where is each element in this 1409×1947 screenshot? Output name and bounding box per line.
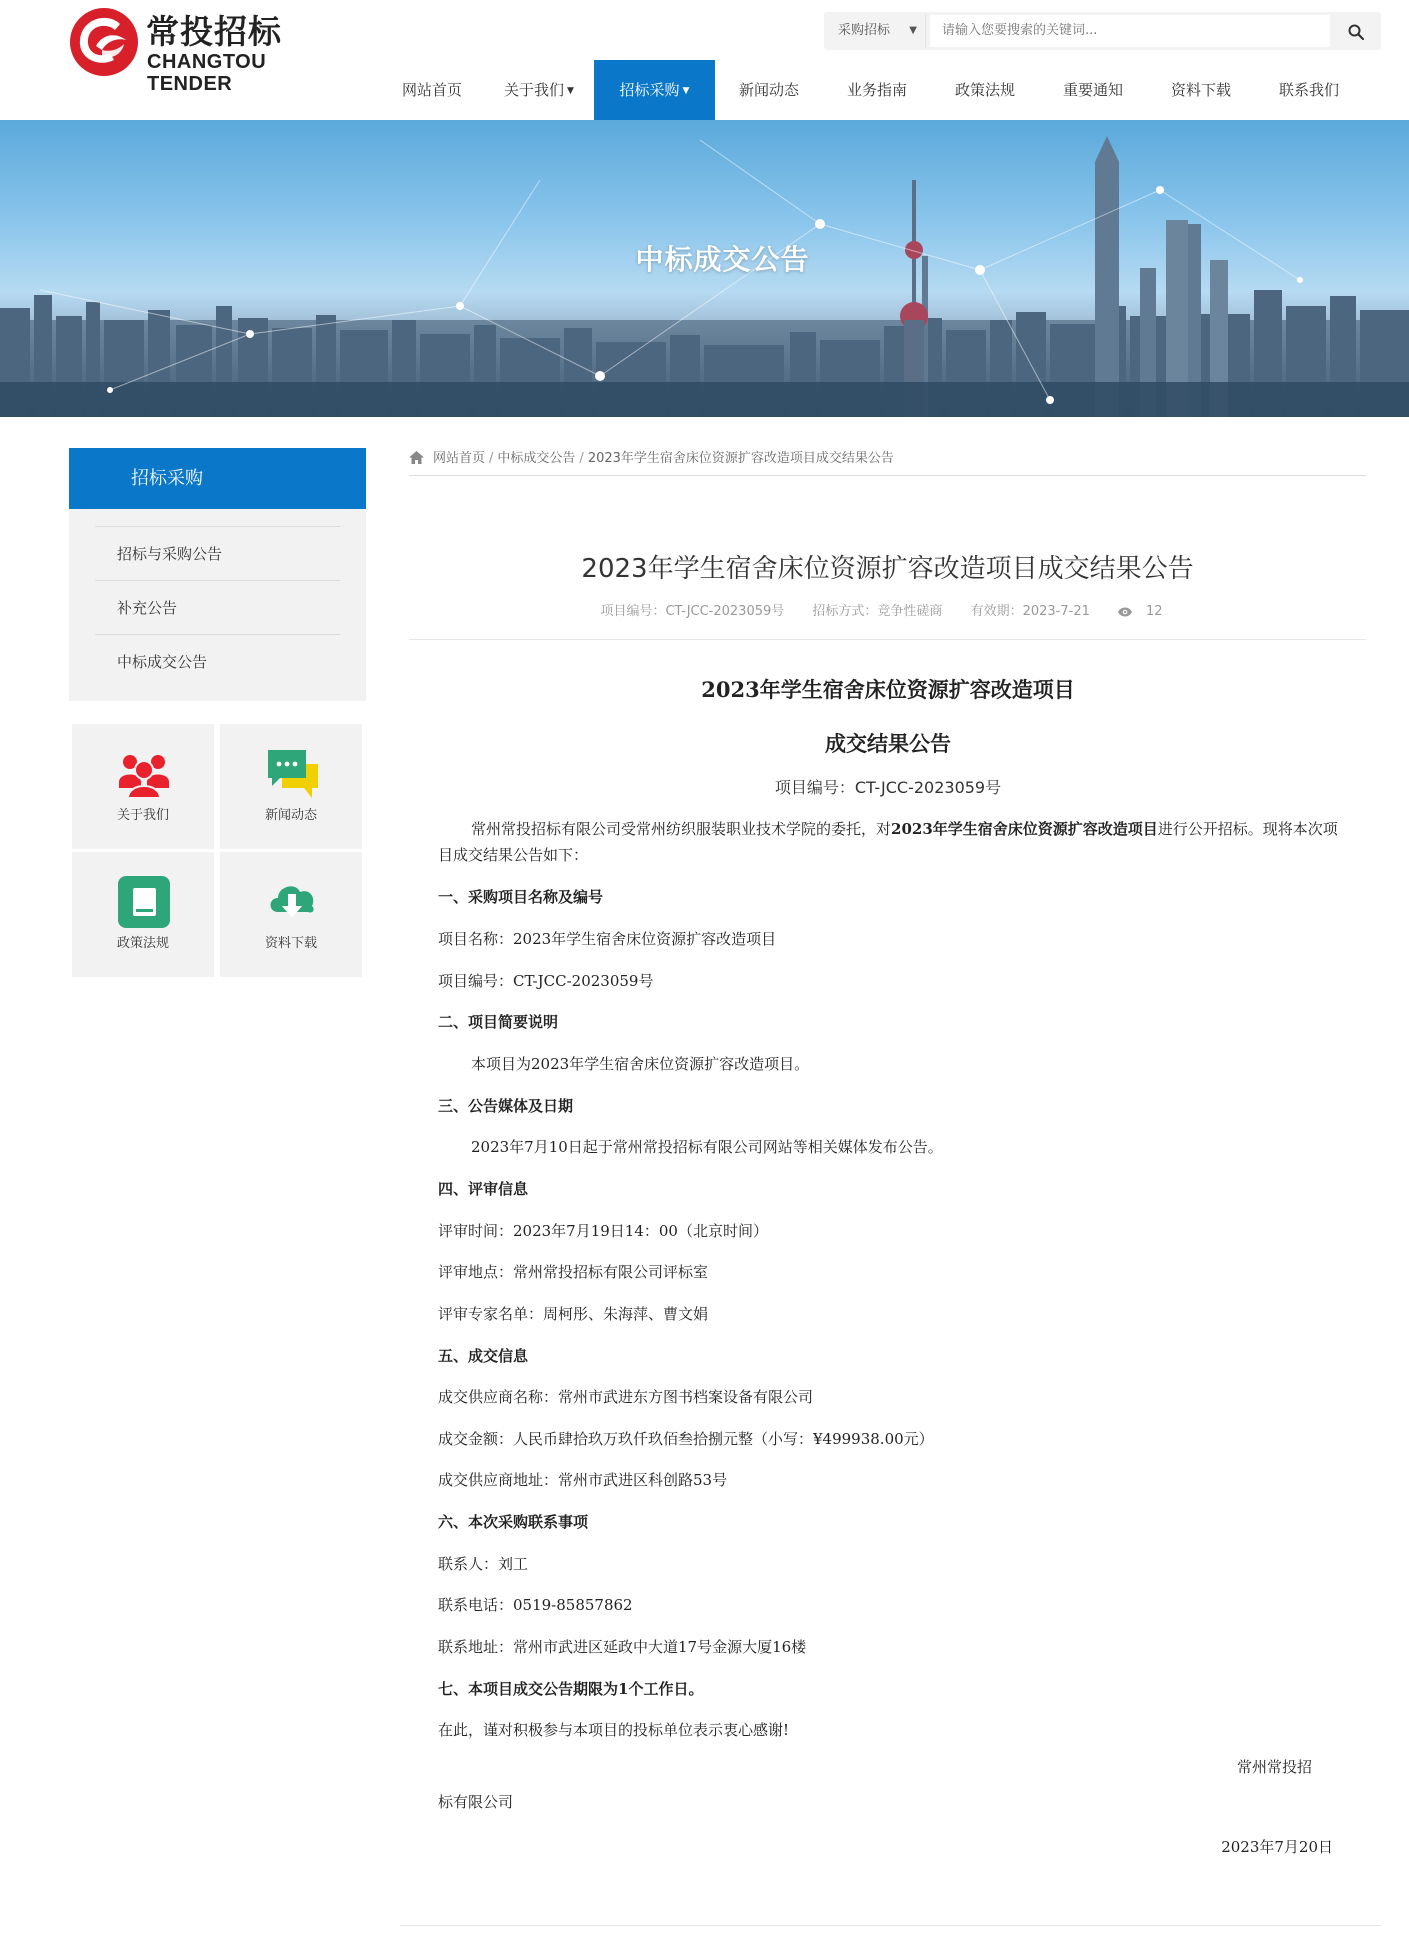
quick-link-label: 政策法规 bbox=[116, 936, 169, 951]
contact-phone: 联系电话：0519-85857862 bbox=[438, 1596, 633, 1614]
chevron-down-icon: ▼ bbox=[909, 25, 917, 36]
contact-address: 联系地址：常州市武进区延政中大道17号金源大厦16楼 bbox=[438, 1638, 807, 1656]
nav-item-notice[interactable] bbox=[1039, 60, 1147, 120]
page-banner bbox=[0, 120, 1409, 417]
review-experts: 评审专家名单：周柯彤、朱海萍、曹文娟 bbox=[438, 1305, 709, 1323]
logo-chinese-text: 常投招标 bbox=[146, 12, 282, 51]
quick-link-label: 新闻动态 bbox=[264, 808, 317, 823]
section-5-heading: 五、成交信息 bbox=[438, 1347, 529, 1365]
signature-line-2: 标有限公司 bbox=[438, 1793, 514, 1811]
main-nav bbox=[380, 60, 1363, 120]
sidebar-heading: 招标采购 bbox=[69, 448, 366, 509]
meta-project-no: 项目编号：CT-JCC-2023059号 bbox=[600, 604, 785, 619]
nav-label: 重要通知 bbox=[1062, 81, 1123, 99]
search-category-value: 采购招标 bbox=[838, 23, 891, 38]
breadcrumb-category[interactable]: 中标成交公告 bbox=[497, 451, 576, 466]
search-bar bbox=[824, 12, 1381, 50]
section-2-heading: 二、项目简要说明 bbox=[438, 1013, 559, 1031]
home-icon bbox=[409, 451, 424, 464]
breadcrumb-separator: / bbox=[489, 451, 494, 466]
nav-label: 新闻动态 bbox=[738, 81, 799, 99]
doc-project-code: 项目编号：CT-JCC-2023059号 bbox=[774, 778, 1002, 797]
section-4-heading: 四、评审信息 bbox=[438, 1180, 529, 1198]
nav-item-about[interactable] bbox=[484, 60, 594, 120]
quick-link-policy[interactable] bbox=[72, 852, 214, 977]
doc-title-line-2: 成交结果公告 bbox=[825, 731, 951, 756]
banner-title: 中标成交公告 bbox=[635, 243, 810, 276]
nav-item-news[interactable] bbox=[715, 60, 823, 120]
section-1-heading: 一、采购项目名称及编号 bbox=[438, 888, 604, 906]
nav-item-home[interactable] bbox=[380, 60, 484, 120]
quick-link-about[interactable] bbox=[72, 724, 214, 849]
notice-date: 2023年7月20日 bbox=[1221, 1838, 1333, 1856]
thanks-line: 在此，谨对积极参与本项目的投标单位表示衷心感谢! bbox=[438, 1721, 790, 1739]
nav-item-tender[interactable] bbox=[594, 60, 715, 120]
review-time: 评审时间：2023年7月19日14：00（北京时间） bbox=[438, 1222, 768, 1240]
caret-down-icon: ▼ bbox=[567, 85, 574, 96]
section-3-heading: 三、公告媒体及日期 bbox=[438, 1097, 574, 1115]
logo-english-text: CHANGTOU TENDER bbox=[147, 51, 267, 95]
views-count: 12 bbox=[1146, 604, 1163, 619]
section-2-text: 本项目为2023年学生宿舍床位资源扩容改造项目。 bbox=[471, 1055, 810, 1073]
intro-text: 常州常投招标有限公司受常州纺织服装职业技术学院的委托，对 bbox=[471, 820, 892, 838]
meta-views bbox=[1118, 604, 1175, 619]
breadcrumb bbox=[409, 448, 1366, 476]
nav-label: 资料下载 bbox=[1170, 81, 1231, 99]
intro-text: 进行公开招标。现将本次项目成交结果公告如下： bbox=[438, 820, 1338, 864]
winning-supplier: 成交供应商名称：常州市武进东方图书档案设备有限公司 bbox=[438, 1388, 814, 1406]
search-category-select[interactable] bbox=[826, 14, 926, 48]
nav-label: 招标采购 bbox=[619, 81, 680, 99]
eye-icon bbox=[1118, 607, 1132, 617]
divider bbox=[400, 1925, 1381, 1926]
logo-mark-icon bbox=[68, 6, 140, 78]
nav-label: 政策法规 bbox=[954, 81, 1015, 99]
section-6-heading: 六、本次采购联系事项 bbox=[438, 1513, 589, 1531]
nav-label: 联系我们 bbox=[1278, 81, 1339, 99]
section-3-text: 2023年7月10日起于常州常投招标有限公司网站等相关媒体发布公告。 bbox=[471, 1138, 943, 1156]
meta-method: 招标方式：竞争性磋商 bbox=[812, 604, 943, 619]
quick-link-news[interactable] bbox=[220, 724, 362, 849]
nav-label: 网站首页 bbox=[401, 81, 462, 99]
sidebar-menu bbox=[69, 509, 366, 701]
breadcrumb-home[interactable]: 网站首页 bbox=[433, 451, 486, 466]
section-7-heading: 七、本项目成交公告期限为1个工作日。 bbox=[438, 1680, 704, 1698]
breadcrumb-separator: / bbox=[579, 451, 584, 466]
nav-item-guide[interactable] bbox=[823, 60, 931, 120]
book-icon bbox=[118, 876, 170, 928]
article-meta bbox=[409, 600, 1366, 619]
nav-item-downloads[interactable] bbox=[1147, 60, 1255, 120]
download-icon bbox=[266, 876, 318, 928]
sidebar-item-supplementary[interactable]: 补充公告 bbox=[95, 580, 340, 634]
intro-project-name: 2023年学生宿舍床位资源扩容改造项目 bbox=[891, 820, 1158, 838]
site-header bbox=[0, 0, 1409, 120]
winning-amount: 成交金额：人民币肆拾玖万玖仟玖佰叁拾捌元整（小写：¥499938.00元） bbox=[438, 1430, 934, 1448]
contact-person: 联系人：刘工 bbox=[438, 1555, 529, 1573]
chat-bubbles-icon bbox=[266, 748, 320, 800]
divider bbox=[409, 639, 1366, 640]
meta-valid: 有效期：2023-7-21 bbox=[970, 604, 1090, 619]
intro-paragraph bbox=[438, 816, 1338, 868]
sidebar-item-tender-announcements[interactable]: 招标与采购公告 bbox=[95, 526, 340, 580]
quick-link-label: 关于我们 bbox=[116, 808, 169, 823]
signature-line-1: 常州常投招 bbox=[1237, 1758, 1313, 1776]
users-icon bbox=[118, 748, 170, 800]
nav-label: 关于我们 bbox=[504, 81, 565, 99]
nav-item-contact[interactable] bbox=[1255, 60, 1363, 120]
caret-down-icon: ▼ bbox=[682, 85, 690, 96]
search-icon bbox=[1348, 24, 1364, 40]
review-place: 评审地点：常州常投招标有限公司评标室 bbox=[438, 1263, 709, 1281]
sidebar-item-award-notices[interactable]: 中标成交公告 bbox=[95, 634, 340, 688]
nav-label: 业务指南 bbox=[846, 81, 907, 99]
site-logo[interactable] bbox=[68, 6, 330, 95]
project-code-line: 项目编号：CT-JCC-2023059号 bbox=[438, 972, 654, 990]
search-button[interactable] bbox=[1335, 15, 1375, 47]
supplier-address: 成交供应商地址：常州市武进区科创路53号 bbox=[438, 1471, 728, 1489]
project-name-line: 项目名称：2023年学生宿舍床位资源扩容改造项目 bbox=[438, 930, 777, 948]
quick-link-downloads[interactable] bbox=[220, 852, 362, 977]
nav-item-policy[interactable] bbox=[931, 60, 1039, 120]
article-title: 2023年学生宿舍床位资源扩容改造项目成交结果公告 bbox=[581, 554, 1194, 584]
breadcrumb-current: 2023年学生宿舍床位资源扩容改造项目成交结果公告 bbox=[587, 451, 894, 466]
quick-link-label: 资料下载 bbox=[264, 936, 317, 951]
doc-title-line-1: 2023年学生宿舍床位资源扩容改造项目 bbox=[701, 677, 1075, 702]
search-input[interactable] bbox=[930, 15, 1330, 47]
